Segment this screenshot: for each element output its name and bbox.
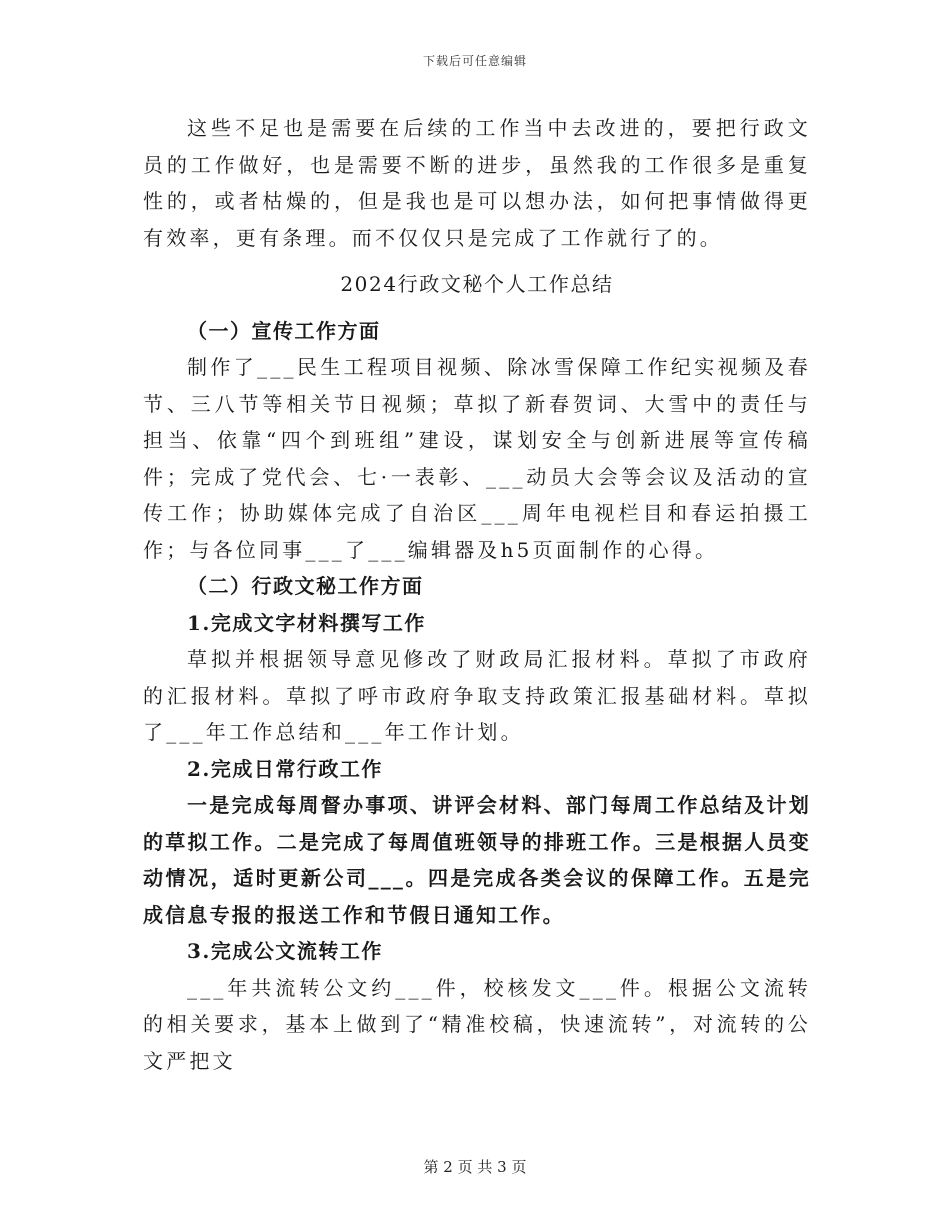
page-header: 下载后可任意编辑 [422, 54, 527, 68]
paragraph: ___年共流转公文约___件，校核发文___件。根据公文流转的相关要求，基本上做到了“精准校稿，快速流转”，对流转的公文严把文 [143, 975, 811, 1073]
section-heading: （一）宣传工作方面 [187, 318, 381, 343]
paragraph: 制作了___民生工程项目视频、除冰雪保障工作纪实视频及春节、三八节等相关节日视频；草拟了新春贺词、大雪中的责任与担当、依靠“四个到班组”建设，谋划安全与创新进展等宣传稿件；完成了党代会、七·一表彰、___动员大会等会议及活动的宣传工作；协助媒体完成了自治区___周年电视栏目和春运拍摄工作；与各位同事___了___编辑器及h5页面制作的心得。 [143, 355, 811, 562]
subsection-heading: 3.完成公文流转工作 [187, 939, 383, 963]
section-heading: （二）行政文秘工作方面 [187, 574, 424, 598]
subsection-heading: 1.完成文字材料撰写工作 [187, 610, 426, 635]
paragraph: 草拟并根据领导意见修改了财政局汇报材料。草拟了市政府的汇报材料。草拟了呼市政府争取支持政策汇报基础材料。草拟了___年工作总结和___年工作计划。 [143, 647, 811, 744]
paragraph-bold: 一是完成每周督办事项、讲评会材料、部门每周工作总结及计划的草拟工作。二是完成了每周值班领导的排班工作。三是根据人员变动情况，适时更新公司___。四是完成各类会议的保障工作。五是完成信息专报的报送工作和节假日通知工作。 [143, 793, 811, 927]
subsection-heading: 2.完成日常行政工作 [187, 756, 383, 781]
document-body [143, 110, 811, 1079]
paragraph: 这些不足也是需要在后续的工作当中去改进的，要把行政文员的工作做好，也是需要不断的进步，虽然我的工作很多是重复性的，或者枯燥的，但是我也是可以想办法，如何把事情做得更有效率，更有条理。而不仅仅只是完成了工作就行了的。 [143, 116, 811, 250]
page-footer: 第 2 页 共 3 页 [423, 1158, 527, 1176]
document-title: 2024行政文秘个人工作总结 [340, 272, 614, 296]
